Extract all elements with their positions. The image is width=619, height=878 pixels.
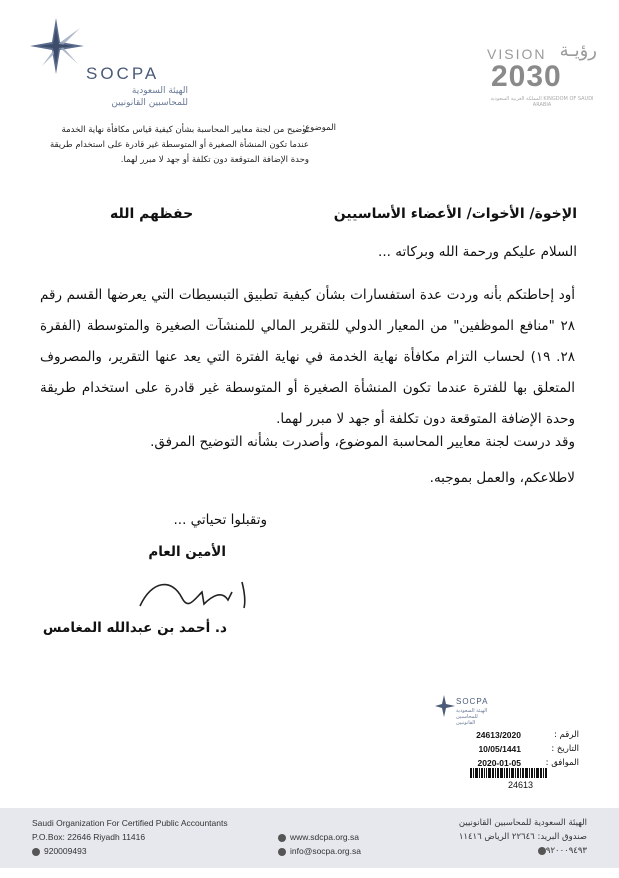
subject-text: توضيح من لجنة معايير المحاسبة بشأن كيفية قياس مكافأة نهاية الخدمة عندما تكون المنشأة الصغيرة أو المتوسطة غير قادرة على استخدام طريقة وحدة الإضافة المتوقعة دون تكلفة أو جهد لا مبرر لهما. [49,125,309,165]
signature [132,570,262,620]
mail-icon [278,848,286,856]
footer-en-phone-row [32,846,87,856]
globe-icon [278,834,286,842]
phone-icon [32,848,40,856]
addressee: الإخوة/ الأخوات/ الأعضاء الأساسيين [333,206,577,222]
ref-date-value: 10/05/1441 [478,744,521,754]
vision-2030-logo [487,38,597,108]
subject-label: الموضوع: [302,123,336,133]
small-star-icon [434,694,456,718]
studied-paragraph: وقد درست لجنة معايير المحاسبة الموضوع، وأصدرت بشأنه التوضيح المرفق. [150,434,575,450]
vision-year: 2030 [491,60,562,93]
salutation: السلام عليكم ورحمة الله وبركاته ... [378,244,577,260]
vision-sub: المملكة العربية السعودية KINGDOM OF SAUDI ARABIA [490,96,594,108]
stamp-logo-ar: الهيئة السعودية للمحاسبين القانونيين [456,708,488,726]
footer-en-address: P.O.Box: 22646 Riyadh 11416 [32,832,146,842]
footer-en-phone: 920009493 [44,846,87,856]
ref-number-label: الرقم : [554,730,579,740]
barcode-number: 24613 [508,780,534,790]
footer-ar-name: الهيئة السعودية للمحاسبين القانونيين [458,818,587,828]
ref-corr-value: 2020-01-05 [477,758,521,768]
ref-number-value: 24613/2020 [476,730,521,740]
footer-email[interactable]: info@socpa.org.sa [278,846,361,856]
vision-ar: رؤيـة [559,40,597,61]
signatory-name: د. أحمد بن عبدالله المغامس [42,620,227,636]
signatory-title: الأمين العام [148,544,226,560]
socpa-logo [28,14,198,114]
org-name-ar-line1: الهيئة السعودية [131,86,188,96]
socpa-star-icon [28,14,88,84]
phone-icon-ar [538,847,546,855]
stamp-logo [434,694,494,724]
ref-date-label: التاريخ : [551,744,579,754]
footer-ar-phone-row [534,846,587,856]
barcode [470,768,580,778]
footer-website[interactable]: www.sdcpa.org.sa [278,832,359,842]
closing-regards: وتقبلوا تحياتي ... [173,512,267,528]
org-name-ar-line2: للمحاسبين القانونيين [111,98,188,108]
letter-body: أود إحاطتكم بأنه وردت عدة استفسارات بشأن كيفية تطبيق التبسيطات التي يعرضها القسم رقم ٢٨ "منافع الموظفين" من المعيار الدولي للتقرير المالي للمنشآت الصغيرة والمتوسطة (الفقرة ٢٨. ١٩) لحساب التزام مكافأة نهاية الخدمة في نهاية الفترة التي يعد عنها التقرير، والمصروف المتعلق بها للفترة عندما تكون المنشأة الصغيرة أو المتوسطة غير قادرة على استخدام طريقة وحدة الإضافة المتوقعة دون تكلفة أو جهد لا مبرر لهما. [40,287,575,427]
footer-en-name: Saudi Organization For Certified Public Accountants [32,818,228,828]
footer-ar-phone: ٩٢٠٠٠٩٤٩٣ [545,846,587,856]
footer-ar-address: صندوق البريد: ٢٢٦٤٦ الرياض ١١٤١٦ [458,832,587,842]
vision-word: VISION [487,46,547,62]
inform-paragraph: لاطلاعكم، والعمل بموجبه. [429,470,575,486]
honorific: حفظهم الله [110,206,194,222]
org-name-en: SOCPA [86,64,160,83]
stamp-logo-name: SOCPA [456,697,489,706]
ref-number [399,730,579,744]
ref-corr-label: الموافق : [545,758,579,768]
ref-date [399,744,579,758]
